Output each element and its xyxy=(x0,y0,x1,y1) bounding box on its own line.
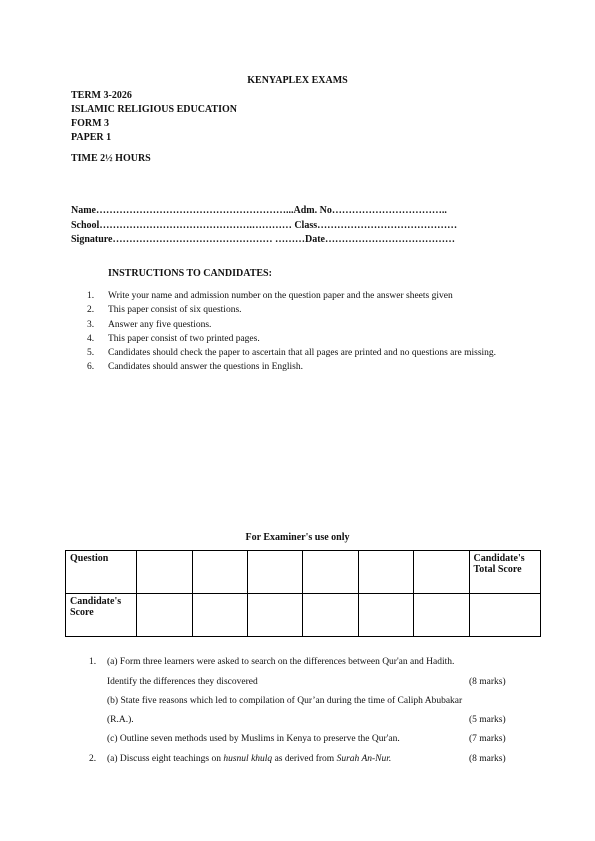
paper-label: PAPER 1 xyxy=(71,132,112,143)
question-marks: (7 marks) xyxy=(469,734,506,744)
instruction-item xyxy=(71,289,531,303)
instruction-item xyxy=(71,318,531,332)
question-text: (c) Outline seven methods used by Muslims in Kenya to preserve the Qur'an. xyxy=(107,734,400,744)
instruction-number: 2. xyxy=(87,305,95,316)
instruction-number: 5. xyxy=(87,348,95,359)
score-cell xyxy=(137,594,192,637)
instruction-text: Answer any five questions. xyxy=(108,319,212,330)
instruction-text: Write your name and admission number on the question paper and the answer sheets given xyxy=(108,291,453,301)
instruction-text: This paper consist of six questions. xyxy=(108,305,242,316)
name-adm-field[interactable]: Name…………………………………………………...Adm. No…………………………….. xyxy=(71,205,447,216)
question-surah: Surah An-Nur. xyxy=(336,754,392,764)
score-cell xyxy=(358,594,413,637)
total-score-cell xyxy=(469,594,541,637)
instruction-number: 6. xyxy=(87,362,95,373)
candidate-fields xyxy=(71,204,541,248)
score-cell xyxy=(414,594,469,637)
question-cell xyxy=(137,551,192,594)
question-text: Identify the differences they discovered xyxy=(107,677,258,687)
question-text-part: (a) Discuss eight teachings on xyxy=(107,754,224,764)
question-text: (b) State five reasons which led to compilation of Qur’an during the time of Caliph Abubakar xyxy=(107,696,463,706)
instruction-item xyxy=(71,303,531,317)
question-marks: (8 marks) xyxy=(469,754,506,764)
school-class-field[interactable]: School……………………………………….………… Class…………………………………… xyxy=(71,219,458,231)
question-term: husnul khulq xyxy=(223,754,273,764)
exam-body-title: KENYAPLEX EXAMS xyxy=(247,75,348,86)
instruction-number: 4. xyxy=(87,333,95,344)
question-header-cell: Question xyxy=(66,551,137,594)
table-row xyxy=(66,551,541,594)
instruction-item xyxy=(71,346,531,360)
instruction-number: 3. xyxy=(87,319,95,330)
instruction-text: Candidates should answer the questions in English. xyxy=(108,362,303,373)
score-cell xyxy=(248,594,303,637)
form-label: FORM 3 xyxy=(71,118,110,129)
question-marks: (5 marks) xyxy=(469,715,506,725)
instruction-number: 1. xyxy=(87,291,95,301)
instruction-item xyxy=(71,360,531,374)
subject-label: ISLAMIC RELIGIOUS EDUCATION xyxy=(71,104,237,115)
question-cell xyxy=(358,551,413,594)
question-text xyxy=(107,750,391,770)
instruction-item xyxy=(71,332,531,346)
question-cell xyxy=(303,551,358,594)
time-label: TIME 2½ HOURS xyxy=(71,153,151,164)
term-label: TERM 3-2026 xyxy=(71,90,132,101)
question-text: (a) Form three learners were asked to search on the differences between Qur'an and Hadith. xyxy=(107,657,455,667)
question-text: (R.A.). xyxy=(107,715,134,725)
table-row xyxy=(66,594,541,637)
instruction-text: Candidates should check the paper to ascertain that all pages are printed and no questions are missing. xyxy=(108,348,497,359)
question-marks: (8 marks) xyxy=(469,677,506,687)
signature-date-field[interactable]: Signature………………………………………… ………Date………………………………… xyxy=(71,234,455,245)
question-number: 1. xyxy=(89,657,97,667)
instructions-heading: INSTRUCTIONS TO CANDIDATES: xyxy=(108,268,272,279)
question-cell xyxy=(414,551,469,594)
examiner-score-table xyxy=(65,550,541,637)
score-cell xyxy=(192,594,247,637)
candidate-score-header-cell: Candidate's Score xyxy=(66,594,137,637)
total-score-header-cell: Candidate's Total Score xyxy=(469,551,541,594)
instructions-list xyxy=(71,289,531,375)
question-text-part: as derived from xyxy=(272,754,337,764)
question-number: 2. xyxy=(89,754,97,764)
question-cell xyxy=(192,551,247,594)
instruction-text: This paper consist of two printed pages. xyxy=(108,333,260,344)
question-cell xyxy=(248,551,303,594)
score-cell xyxy=(303,594,358,637)
examiner-heading: For Examiner's use only xyxy=(245,532,350,543)
